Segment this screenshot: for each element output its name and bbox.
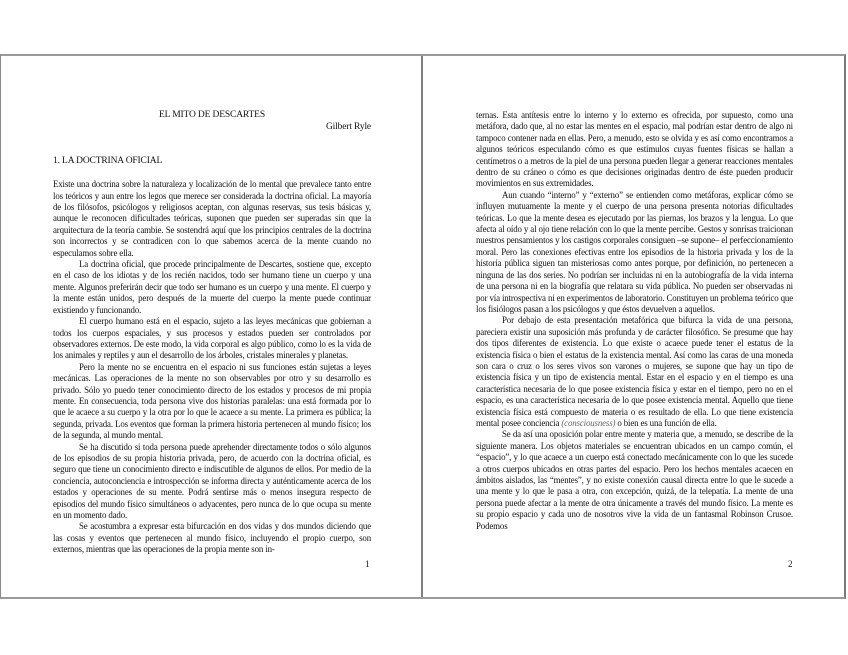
page-2 xyxy=(425,56,845,597)
paragraph: Se da así una oposición polar entre mente y materia que, a menudo, se describe de la siguiente manera. Los objetos materiales se encuentran ubicados en un campo común, el “espacio”, y lo que acaece a un cuerpo está conectado mecánicamente con lo que les sucede a otros cuerpos ubicados en otras partes del espacio. Pero los hechos mentales acaecen en ámbitos aislados, las “mentes”, y no existe conexión causal directa entre lo que le sucede a una mente y lo que le pasa a otra, con excepción, quizá, de la telepatía. La mente de una persona puede afectar a la mente de otra únicamente a través del mundo físico. La mente es su propio espacio y cada uno de nosotros vive la vida de un fantasmal Robinson Crusoe. Podemos xyxy=(476,429,793,531)
paragraph xyxy=(476,315,793,429)
page-1 xyxy=(1,56,423,597)
paragraph-text: Por debajo de esta presentación metafórica que bifurca la vida de una persona, pareciera existir una suposición más profunda y de carácter filosófico. Se presume que hay dos tipos diferentes de existencia. Lo que existe o acaece puede tener el estatus de la existencia física o bien el estatus de la existencia mental. Así como las caras de una moneda son cara o cruz o los seres vivos son varones o mujeres, se supone que hay un tipo de existencia física y un tipo de existencia mental. Estar en el espacio y en el tiempo es una característica necesaria de lo que posee existencia física y estar en el tiempo, pero no en el espacio, es una característica necesaria de lo que posee existencia mental. Aquello que tiene existencia física está compuesto de materia o es resultado de ella. Lo que tiene existencia mental posee conciencia xyxy=(476,315,793,428)
section-heading: 1. LA DOCTRINA OFICIAL xyxy=(53,155,163,166)
paragraph: Se ha discutido si toda persona puede aprehender directamente todos o sólo algunos de los episodios de su propia historia privada, pero, de acuerdo con la doctrina oficial, es seguro que tiene un conocimiento directo e indiscutible de algunos de ellos. Por medio de la conciencia, autoconciencia e introspección se informa directa y auténticamente acerca de los estados y operaciones de su mente. Podrá sentirse más o menos insegura respecto de episodios del mundo físico simultáneos o adyacentes, pero nunca de lo que ocupa su mente en un momento dado. xyxy=(53,441,371,520)
paragraph: Aun cuando “interno” y “externo” se entienden como metáforas, explicar cómo se influyen mutuamente la mente y el cuerpo de una persona presenta notorias dificultades teóricas. Lo que la mente desea es ejecutado por las piernas, los brazos y la lengua. Lo que afecta al oído y al ojo tiene relación con lo que la mente percibe. Gestos y sonrisas traicionan nuestros pensamientos y los castigos corporales consiguen –se supone– el perfeccionamiento moral. Pero las conexiones efectivas entre los episodios de la historia privada y los de la historia pública siguen tan misteriosas como antes porque, por definición, no pertenecen a ninguna de las dos series. No podrían ser incluidas ni en la autobiografía de la vida interna de una persona ni en la biografía que relatara su vida pública. No pueden ser observadas ni por vía introspectiva ni en experimentos de laboratorio. Constituyen un problema teórico que los fisiólogos pasan a los psicólogos y que éstos devuelven a aquellos. xyxy=(476,189,793,314)
page-number: 1 xyxy=(365,559,370,569)
document-author: Gilbert Ryle xyxy=(325,122,371,133)
paragraph: La doctrina oficial, que procede principalmente de Descartes, sostiene que, excepto en el caso de los idiotas y de los recién nacidos, todo ser humano tiene un cuerpo y una mente. Algunos preferirán decir que todo ser humano es un cuerpo y una mente. El cuerpo y la mente están unidos, pero después de la muerte del cuerpo la mente puede continuar existiendo y funcionando. xyxy=(53,259,371,315)
paragraph: El cuerpo humano está en el espacio, sujeto a las leyes mecánicas que gobiernan a todos los cuerpos espaciales, y sus procesos y estados pueden ser controlados por observadores externos. De este modo, la vida corporal es algo público, como lo es la vida de los animales y reptiles y aun el desarrollo de los árboles, cristales minerales y planetas. xyxy=(53,316,371,361)
page-number: 2 xyxy=(788,559,793,569)
paragraph: ternas. Esta antítesis entre lo interno y lo externo es ofrecida, por supuesto, como una metáfora, dado que, al no estar las mentes en el espacio, mal podrían estar dentro de algo ni tampoco contener nada en ellas. Pero, a menudo, esto se olvida y es así como encontramos a algunos teóricos especulando cómo es que estímulos cuyas fuentes físicas se hallan a centímetros o a metros de la piel de una persona pueden llegar a generar reacciones mentales dentro de su cráneo o cómo es que decisiones originadas dentro de éste pueden producir movimientos en sus extremidades. xyxy=(476,110,793,189)
paragraph: Pero la mente no se encuentra en el espacio ni sus funciones están sujetas a leyes mecánicas. Las operaciones de la mente no son observables por otro y su desarrollo es privado. Sólo yo puedo tener conocimiento directo de los estados y procesos de mi propia mente. En consecuencia, toda persona vive dos historias paralelas: una está formada por lo que le acaece a su cuerpo y la otra por lo que le acaece a su mente. La primera es pública; la segunda, privada. Los eventos que forman la primera historia pertenecen al mundo físico; los de la segunda, al mundo mental. xyxy=(53,361,371,441)
paragraph-text-tail: o bien es una función de ella. xyxy=(615,417,717,428)
paragraph: Se acostumbra a expresar esta bifurcación en dos vidas y dos mundos diciendo que las cosas y eventos que pertenecen al mundo físico, incluyendo el propio cuerpo, son externos, mientras que las operaciones de la propia mente son in- xyxy=(53,521,371,555)
document-spread xyxy=(0,54,846,599)
paragraph: Existe una doctrina sobre la naturaleza y localización de lo mental que prevalece tanto entre los teóricos y aun entre los legos que merece ser considerada la doctrina oficial. La mayoría de los filósofos, psicólogos y religiosos aceptan, con algunas reservas, sus tesis básicas y, aunque le reconocen dificultades teóricas, suponen que pueden ser superadas sin que la arquitectura de la teoría cambie. Se sostendrá aquí que los principios centrales de la doctrina son incorrectos y se contradicen con lo que sabemos acerca de la mente cuando no especulamos sobre ella. xyxy=(53,179,371,258)
document-title: EL MITO DE DESCARTES xyxy=(159,110,265,120)
page-1-content xyxy=(53,110,371,556)
page-2-content xyxy=(476,110,793,532)
foreign-term: (consciousness) xyxy=(561,417,616,428)
